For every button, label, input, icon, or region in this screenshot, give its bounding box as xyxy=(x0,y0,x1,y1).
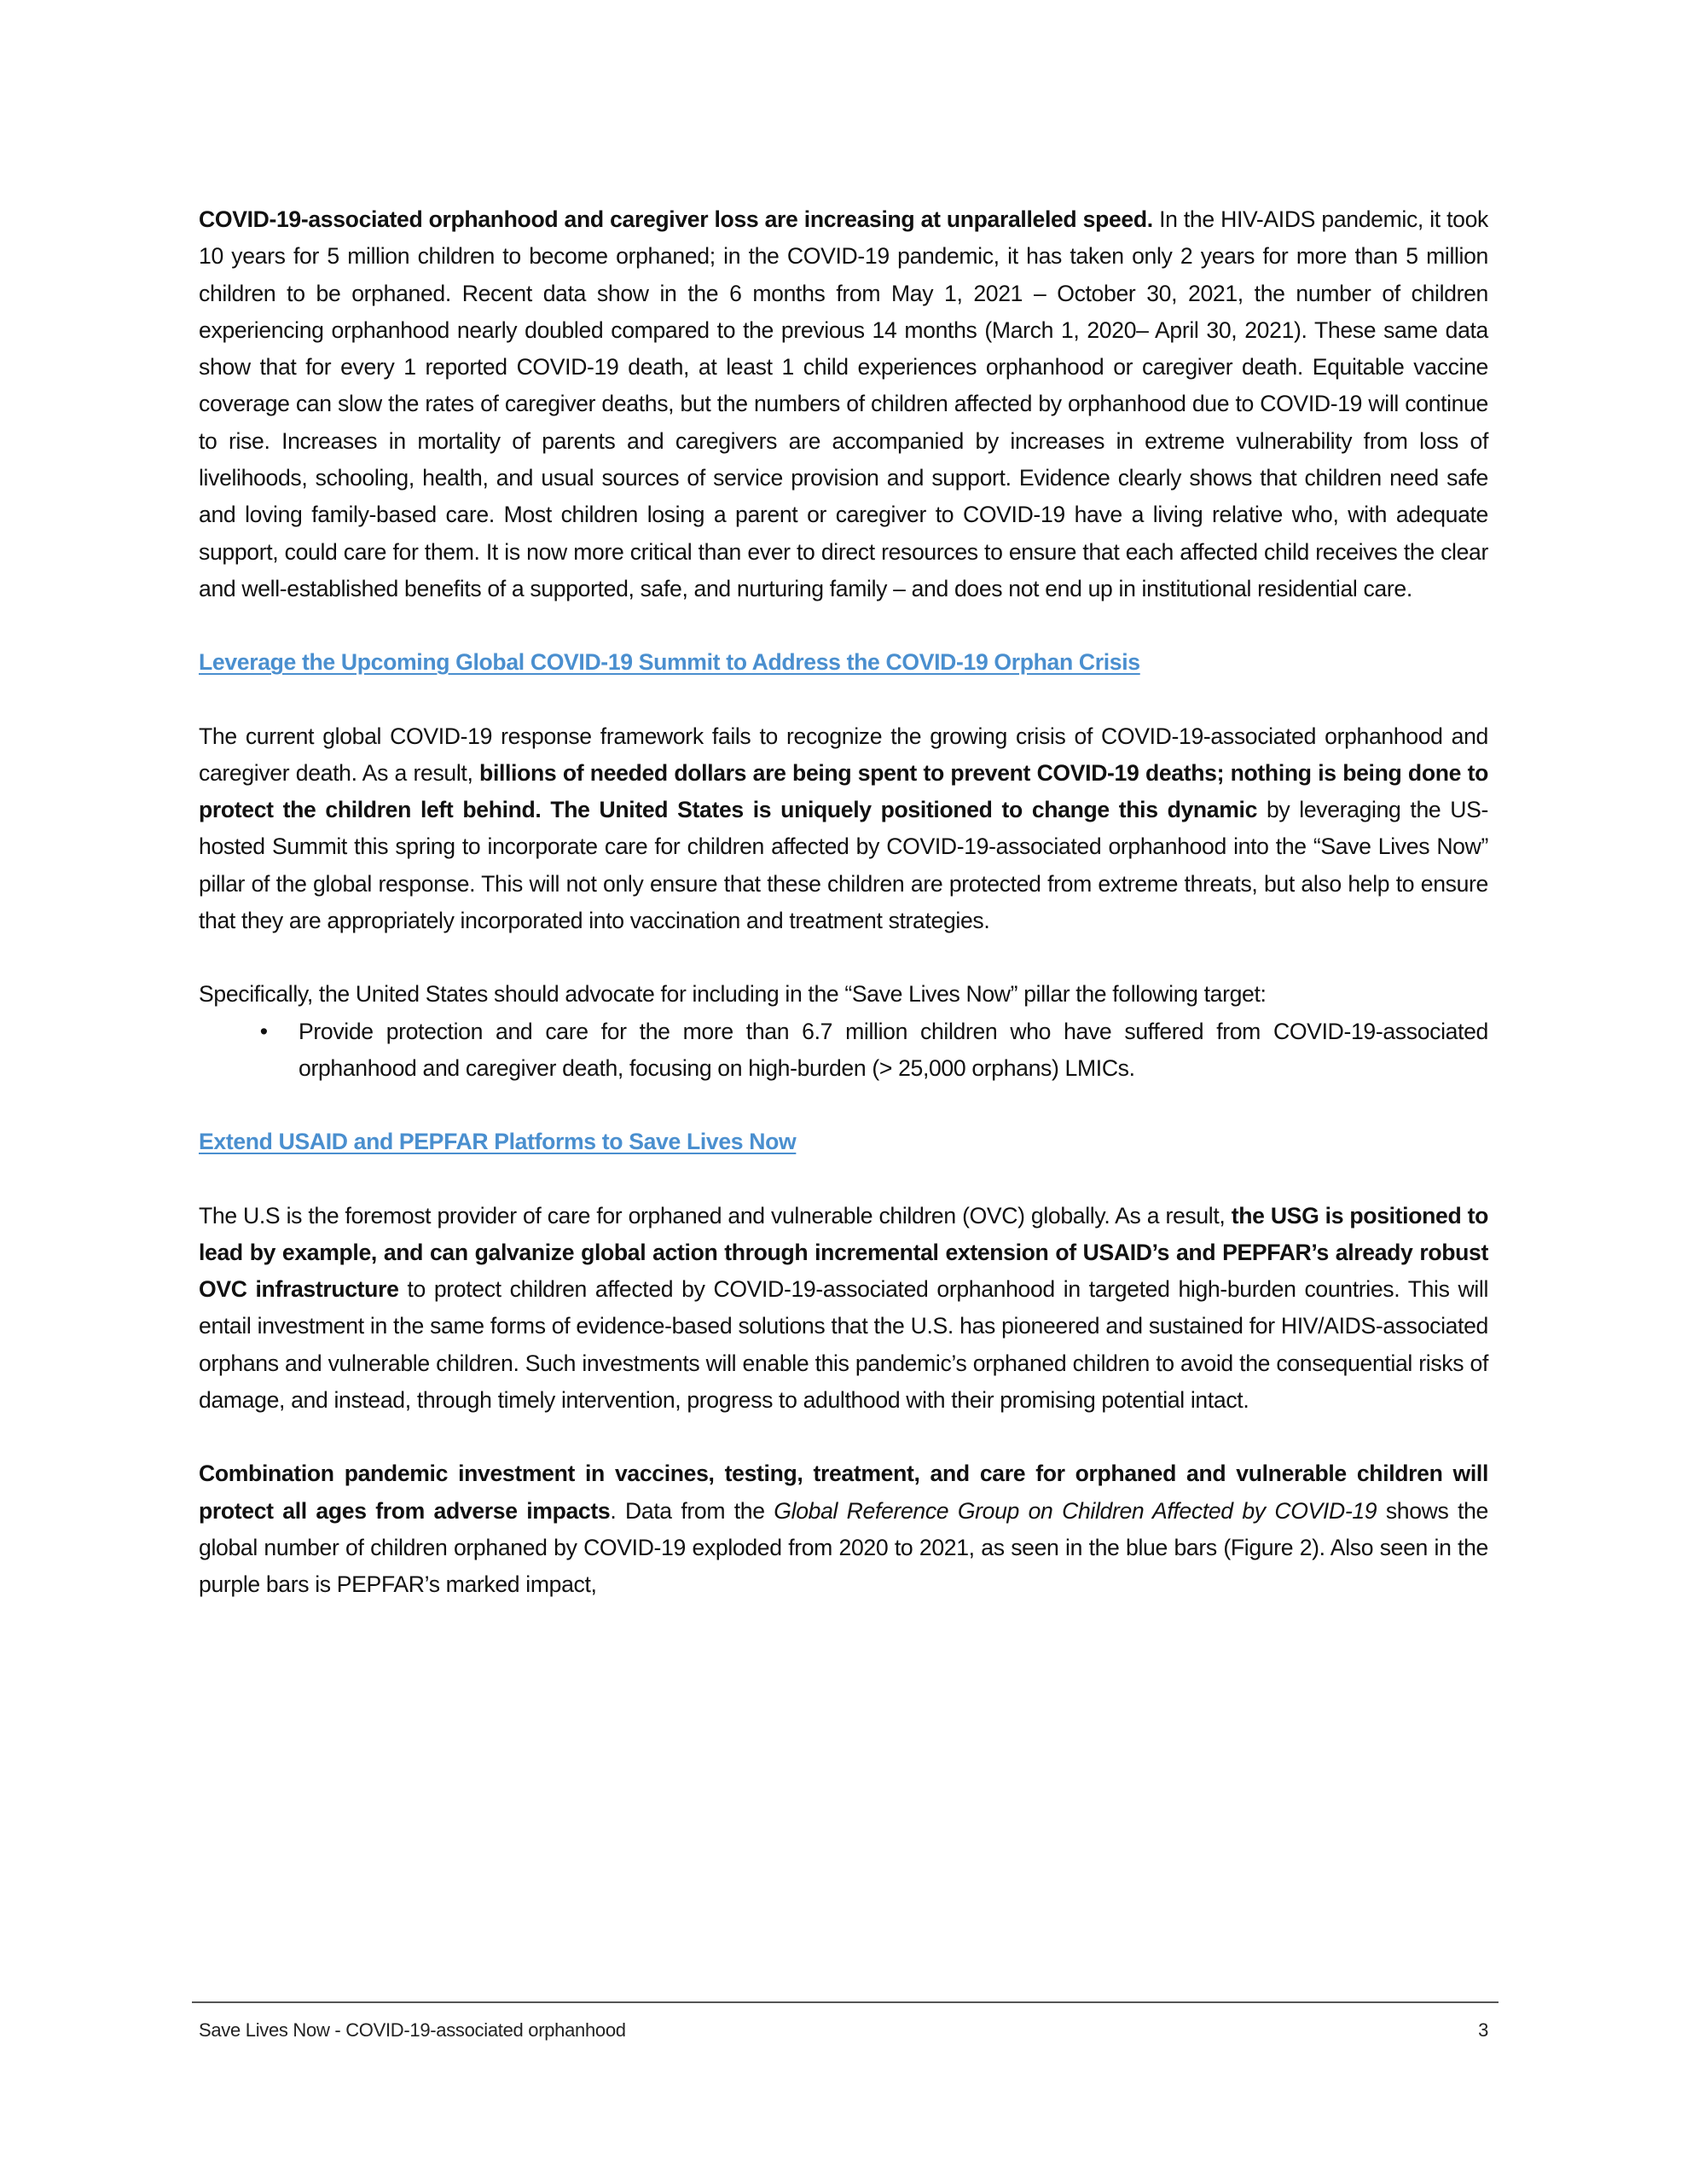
paragraph-orphanhood-speed xyxy=(199,201,1488,607)
paragraph-response-framework xyxy=(199,718,1488,940)
paragraph-bold-text: Combination pandemic investment in vaccines, testing, treatment, and care for orphaned and vulnerable children will protect all ages from adverse impacts xyxy=(199,1461,1488,1524)
paragraph-italic-source: Global Reference Group on Children Affected by COVID-19 xyxy=(774,1497,1377,1524)
section-heading-summit: Leverage the Upcoming Global COVID-19 Summit to Address the COVID-19 Orphan Crisis xyxy=(199,649,1140,676)
page-footer xyxy=(199,2016,1488,2045)
paragraph-text: The U.S is the foremost provider of care for orphaned and vulnerable children (OVC) globally. As a result, xyxy=(199,1202,1232,1228)
section-heading-usaid-pepfar: Extend USAID and PEPFAR Platforms to Save Lives Now xyxy=(199,1129,797,1155)
footer-title: Save Lives Now - COVID-19-associated orphanhood xyxy=(199,2019,626,2041)
paragraph-combination-investment xyxy=(199,1455,1488,1603)
bullet-icon: • xyxy=(259,1018,268,1044)
paragraph-text: The current global COVID-19 response framework fails to recognize the growing crisis of COVID-19-associated orphanhood and caregiver death. As a result, xyxy=(199,723,1488,786)
paragraph-ovc-provider xyxy=(199,1198,1488,1420)
footer-divider xyxy=(192,2001,1499,2003)
paragraph-text: by leveraging the US-hosted Summit this spring to incorporate care for children affected by COVID-19-associated orphanhood into the “Save Lives Now” pillar of the global response. This will not only ensure that these children are protected from extreme threats, but also help to ensure that they are appropriately incorporated into vaccination and treatment strategies. xyxy=(199,797,1488,934)
page-body xyxy=(199,201,1488,1604)
paragraph-text: . Data from the xyxy=(610,1497,774,1524)
page-number: 3 xyxy=(1478,2019,1488,2041)
paragraph-text: to protect children affected by COVID-19-associated orphanhood in targeted high-burden countries. This will entail investment in the same forms of evidence-based solutions that the U.S. has pioneered and sustained for HIV/AIDS-associated orphans and vulnerable children. Such investments will enable this pandemic’s orphaned children to avoid the consequential risks of damage, and instead, through timely intervention, progress to adulthood with their promising potential intact. xyxy=(199,1276,1489,1414)
paragraph-bold-text: billions of needed dollars are being spent to prevent COVID-19 deaths; nothing is being done to protect the children left behind. The United States is uniquely positioned to change this dynamic xyxy=(199,759,1488,823)
paragraph-text: shows the global number of children orphaned by COVID-19 exploded from 2020 to 2021, as seen in the blue bars (Figure 2). Also seen in the purple bars is PEPFAR’s marked impact, xyxy=(199,1497,1488,1598)
paragraph-bold-text: the USG is positioned to lead by example, and can galvanize global action through incremental extension of USAID’s and PEPFAR’s already robust OVC infrastructure xyxy=(199,1202,1489,1303)
bullet-text: Provide protection and care for the more than 6.7 million children who have suffered from COVID-19-associated orphanhood and caregiver death, focusing on high-burden (> 25,000 orphans) LMICs. xyxy=(299,1018,1488,1081)
paragraph-target-intro: Specifically, the United States should advocate for including in the “Save Lives Now” pillar the following target: xyxy=(199,981,1267,1008)
paragraph-lead-bold: COVID-19-associated orphanhood and caregiver loss are increasing at unparalleled speed. xyxy=(199,206,1153,232)
paragraph-text: In the HIV-AIDS pandemic, it took 10 years for 5 million children to become orphaned; in the COVID-19 pandemic, it has taken only 2 years for more than 5 million children to be orphaned. Recent data show in the 6 months from May 1, 2021 – October 30, 2021, the number of children experiencing orphanhood nearly doubled compared to the previous 14 months (March 1, 2020– April 30, 2021). These same data show that for every 1 reported COVID-19 death, at least 1 child experiences orphanhood or caregiver death. Equitable vaccine coverage can slow the rates of caregiver deaths, but the numbers of children affected by orphanhood due to COVID-19 will continue to rise. Increases in mortality of parents and caregivers are accompanied by increases in extreme vulnerability from loss of livelihoods, schooling, health, and usual sources of service provision and support. Evidence clearly shows that children need safe and loving family-based care. Most children losing a parent or caregiver to COVID-19 have a living relative who, with adequate support, could care for them. It is now more critical than ever to direct resources to ensure that each affected child receives the clear and well-established benefits of a supported, safe, and nurturing family – and does not end up in institutional residential care. xyxy=(199,206,1488,601)
bullet-list-item xyxy=(199,1014,1488,1088)
